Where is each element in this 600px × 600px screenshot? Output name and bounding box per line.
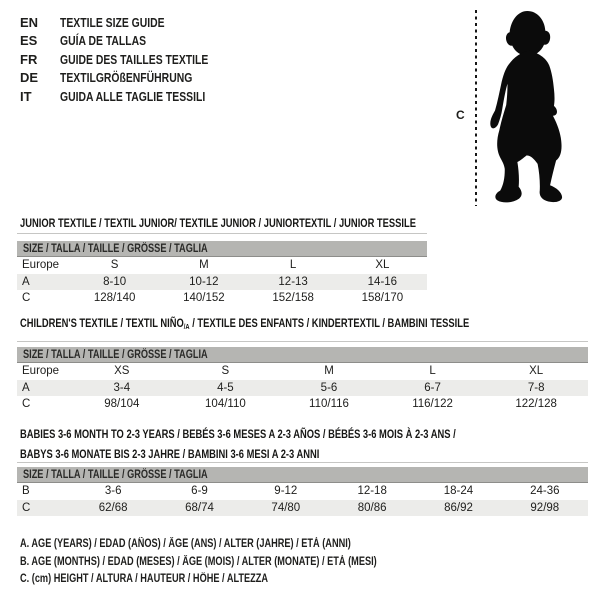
size-cell: 92/98 [530, 501, 560, 514]
babies-table-title [20, 424, 456, 464]
size-cell: S [221, 365, 230, 378]
size-cell: 116/122 [412, 398, 453, 411]
size-cell: M [324, 365, 334, 378]
size-cell: M [199, 259, 209, 272]
row-label: C [22, 398, 31, 411]
row-label: B [22, 485, 30, 498]
language-label: TEXTILE SIZE GUIDE [60, 14, 165, 30]
language-label: GUIDE DES TAILLES TEXTILE [60, 51, 209, 67]
language-code: IT [20, 88, 32, 104]
footnotes [20, 536, 466, 589]
table-row [17, 500, 588, 517]
children-title-sub: /A [183, 322, 190, 332]
size-header-label: SIZE / TALLA / TAILLE / GRÖSSE / TAGLIA [23, 348, 208, 361]
size-cell: 12-13 [278, 275, 308, 288]
children-table-title [20, 316, 469, 334]
row-label: Europe [22, 259, 60, 272]
size-cell: 98/104 [104, 398, 140, 411]
babies-title-line1: BABIES 3-6 MONTH TO 2-3 YEARS / BEBÉS 3-6 MESES A 2-3 AÑOS / BÉBÉS 3-6 MOIS À 2-3 ANS / [20, 427, 456, 441]
size-cell: 80/86 [357, 501, 387, 514]
language-label: TEXTILGRÖßENFÜHRUNG [60, 70, 193, 86]
children-size-table [17, 347, 588, 413]
size-cell: S [110, 259, 119, 272]
size-header-label: SIZE / TALLA / TAILLE / GRÖSSE / TAGLIA [23, 242, 208, 255]
row-label: C [22, 292, 31, 305]
size-cell: 6-9 [191, 485, 208, 498]
junior-size-table [17, 241, 427, 307]
size-cell: 10-12 [189, 275, 219, 288]
size-header-bar [17, 241, 427, 257]
language-label: GUIDA ALLE TAGLIE TESSILI [60, 88, 206, 104]
height-measure-dashed-line [475, 10, 477, 206]
size-cell: 152/158 [272, 292, 314, 305]
size-cell: 74/80 [271, 501, 301, 514]
language-label: GUÍA DE TALLAS [60, 33, 147, 49]
table-row [17, 483, 588, 500]
row-label: C [22, 501, 31, 514]
language-row [20, 32, 245, 51]
size-cell: 110/116 [309, 398, 349, 411]
row-label: A [22, 275, 30, 288]
language-row [20, 87, 245, 106]
size-cell: L [289, 259, 297, 272]
size-cell: 3-6 [104, 485, 122, 498]
row-label: Europe [22, 365, 60, 378]
language-code: ES [20, 33, 38, 49]
size-cell: 140/152 [183, 292, 225, 305]
language-header [20, 13, 245, 106]
baby-silhouette [486, 8, 572, 206]
size-cell: 7-8 [527, 381, 545, 394]
size-header-label: SIZE / TALLA / TAILLE / GRÖSSE / TAGLIA [23, 468, 208, 481]
language-row [20, 69, 245, 88]
size-cell: 14-16 [367, 275, 398, 288]
babies-size-table [17, 467, 588, 516]
language-row [20, 13, 245, 32]
footnote: B. AGE (MONTHS) / EDAD (MESES) / ÂGE (MOIS) / ALTER (MONATE) / ETÀ (MESI) [20, 555, 377, 568]
footnote: A. AGE (YEARS) / EDAD (AÑOS) / ÂGE (ANS) / ALTER (JAHRE) / ETÀ (ANNI) [20, 538, 351, 550]
table-row [17, 290, 427, 307]
size-cell: 6-7 [424, 381, 441, 394]
size-cell: 122/128 [515, 398, 557, 411]
size-cell: 8-10 [103, 275, 127, 288]
size-cell: 68/74 [185, 501, 214, 514]
table-row [17, 274, 427, 291]
title-rule [17, 462, 588, 463]
children-title-pre: CHILDREN'S TEXTILE / TEXTIL NIÑO [20, 316, 184, 330]
size-cell: 5-6 [320, 381, 338, 394]
row-label: A [22, 381, 30, 394]
size-cell: L [429, 365, 436, 378]
table-row [17, 363, 588, 380]
title-rule [17, 233, 427, 234]
language-code: FR [20, 51, 38, 67]
size-cell: XS [114, 365, 130, 378]
footnote: C. (cm) HEIGHT / ALTURA / HAUTEUR / HÖHE / ALTEZZA [20, 573, 269, 585]
language-row [20, 50, 245, 69]
size-header-bar [17, 347, 588, 363]
language-code: EN [20, 14, 39, 30]
size-cell: 18-24 [443, 485, 474, 498]
size-cell: 104/110 [205, 398, 246, 411]
size-cell: 3-4 [113, 381, 131, 394]
title-rule [17, 341, 588, 342]
size-cell: 4-5 [217, 381, 234, 394]
size-cell: XL [529, 365, 544, 378]
size-cell: XL [375, 259, 390, 272]
size-cell: 86/92 [444, 501, 473, 514]
babies-title-line2: BABYS 3-6 MONATE BIS 2-3 JAHRE / BAMBINI 3-6 MESI A 2-3 ANNI [20, 447, 320, 461]
size-cell: 128/140 [93, 292, 136, 305]
table-row [17, 396, 588, 413]
size-header-bar [17, 467, 588, 483]
children-title-post: / TEXTILE DES ENFANTS / KINDERTEXTIL / BAMBINI TESSILE [189, 316, 470, 330]
size-cell: 9-12 [274, 485, 298, 498]
table-row [17, 257, 427, 274]
size-cell: 158/170 [361, 292, 404, 305]
size-cell: 62/68 [98, 501, 128, 514]
junior-table-title: JUNIOR TEXTILE / TEXTIL JUNIOR/ TEXTILE JUNIOR / JUNIORTEXTIL / JUNIOR TESSILE [20, 216, 416, 230]
height-measure-label: C [456, 108, 465, 122]
size-cell: 24-36 [530, 485, 560, 498]
table-row [17, 380, 588, 397]
language-code: DE [20, 70, 39, 86]
size-cell: 12-18 [357, 485, 387, 498]
